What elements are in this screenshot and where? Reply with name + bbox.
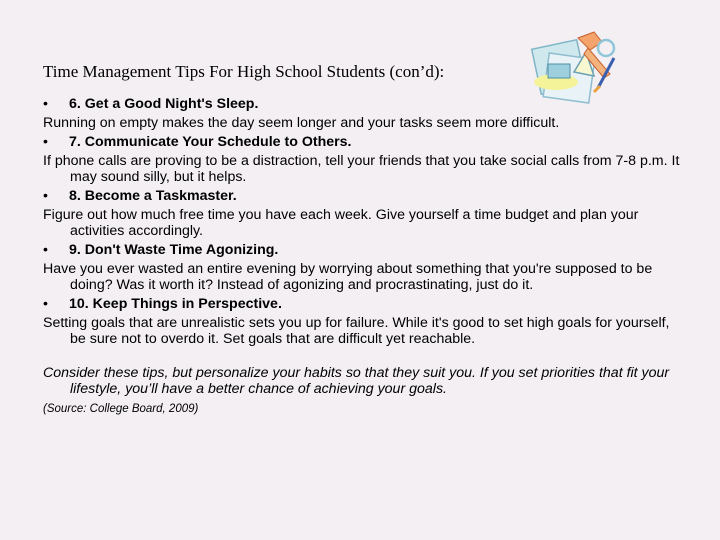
bullet-icon: • <box>43 242 48 258</box>
tip-text: Running on empty makes the day seem longer and your tasks seem more difficult. <box>43 115 560 131</box>
slide-title: Time Management Tips For High School Students (con’d): <box>43 62 445 81</box>
tips-list <box>43 96 683 417</box>
bullet-icon: • <box>43 188 48 204</box>
source-citation: (Source: College Board, 2009) <box>43 403 199 415</box>
tip-heading: • 9. Don't Waste Time Agonizing. <box>43 242 279 258</box>
tip-heading: • 7. Communicate Your Schedule to Others. <box>43 134 352 150</box>
tip-text: If phone calls are proving to be a distraction, tell your friends that you take social calls from 7-8 p.m. It may sound silly, but it helps. <box>43 153 680 185</box>
tip-text: Have you ever wasted an entire evening by worrying about something that you're supposed to be doing? Was it worth it? Instead of agonizing and procrastinating, just do it. <box>43 261 653 293</box>
tip-heading: • 8. Become a Taskmaster. <box>43 188 237 204</box>
bullet-icon: • <box>43 296 48 312</box>
tip-heading: • 6. Get a Good Night's Sleep. <box>43 96 259 112</box>
closing-paragraph: Consider these tips, but personalize your habits so that they suit you. If you set priorities that fit your lifestyle, you’ll have a better chance of achieving your goals. <box>43 365 670 397</box>
bullet-icon: • <box>43 96 48 112</box>
bullet-icon: • <box>43 134 48 150</box>
tip-text: Figure out how much free time you have each week. Give yourself a time budget and plan your activities accordingly. <box>43 207 639 239</box>
tip-heading: • 10. Keep Things in Perspective. <box>43 296 282 312</box>
tip-text: Setting goals that are unrealistic sets you up for failure. While it's good to set high goals for yourself, be sure not to overdo it. Set goals that are difficult yet reachable. <box>43 315 670 347</box>
